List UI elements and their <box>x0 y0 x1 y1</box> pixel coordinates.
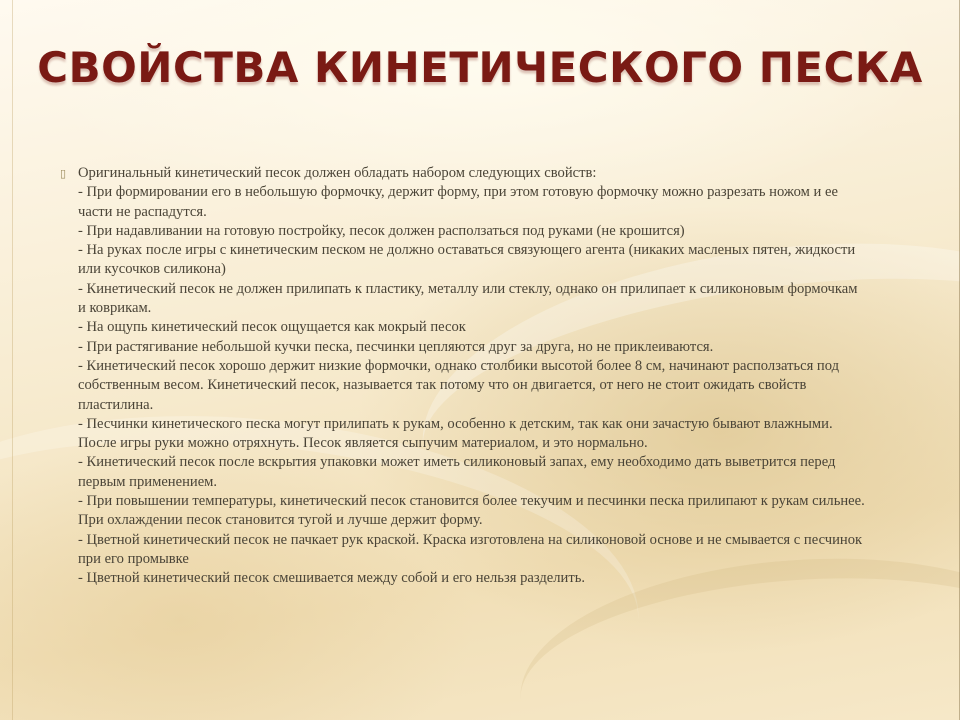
body-line: - При растягивание небольшой кучки песка, песчинки цепляются друг за друга, но не приклеиваются. <box>78 338 714 355</box>
body-line: части не распадутся. <box>78 203 207 220</box>
body-line: - Кинетический песок хорошо держит низкие формочки, однако столбики высотой более 8 см, начинают расползаться под <box>78 357 840 374</box>
bullet-marker: ▯ <box>60 167 67 180</box>
body-line: - При формировании его в небольшую формочку, держит форму, при этом готовую формочку можно разрезать ножом и ее <box>78 184 838 201</box>
body-line: - Песчинки кинетического песка могут прилипать к рукам, особенно к детским, так как они зачастую бывают влажными. <box>78 415 833 432</box>
body-line: - Кинетический песок после вскрытия упаковки может иметь силиконовый запах, ему необходимо дать выветрится перед <box>78 454 836 471</box>
body-paragraph <box>78 164 940 589</box>
body-line: - Цветной кинетический песок не пачкает рук краской. Краска изготовлена на силиконовой основе и не смывается с песчинок <box>78 531 863 548</box>
body-line: или кусочков силикона) <box>78 261 226 278</box>
body-line: пластилина. <box>78 396 154 413</box>
body-line: - При надавливании на готовую постройку, песок должен расползаться под руками (не крошится) <box>78 222 685 239</box>
slide-title: СВОЙСТВА КИНЕТИЧЕСКОГО ПЕСКА <box>37 43 923 92</box>
body-line: - Цветной кинетический песок смешивается между собой и его нельзя разделить. <box>78 570 586 587</box>
body-line: - Кинетический песок не должен прилипать к пластику, металлу или стеклу, однако он прилипает к силиконовым формочкам <box>78 280 858 297</box>
body-line: первым применением. <box>78 473 218 490</box>
body-line: Оригинальный кинетический песок должен обладать набором следующих свойств: <box>78 165 597 181</box>
body-line: - На руках после игры с кинетическим песком не должно оставаться связующего агента (никаких масленых пятен, жидкости <box>78 242 856 259</box>
body-line: При охлаждении песок становится тугой и лучше держит форму. <box>78 512 483 529</box>
body-line: при его промывке <box>78 550 189 567</box>
body-line: После игры руки можно отряхнуть. Песок является сыпучим материалом, и это нормально. <box>78 435 648 452</box>
slide-frame-line <box>12 0 13 720</box>
body-line: собственным весом. Кинетический песок, называется так потому что он двигается, от него не стоит ожидать свойств <box>78 377 807 394</box>
body-line: - На ощупь кинетический песок ощущается как мокрый песок <box>78 319 466 336</box>
body-line: - При повышении температуры, кинетический песок становится более текучим и песчинки песка прилипают к рукам сильнее. <box>78 493 865 510</box>
body-line: и коврикам. <box>78 300 152 317</box>
